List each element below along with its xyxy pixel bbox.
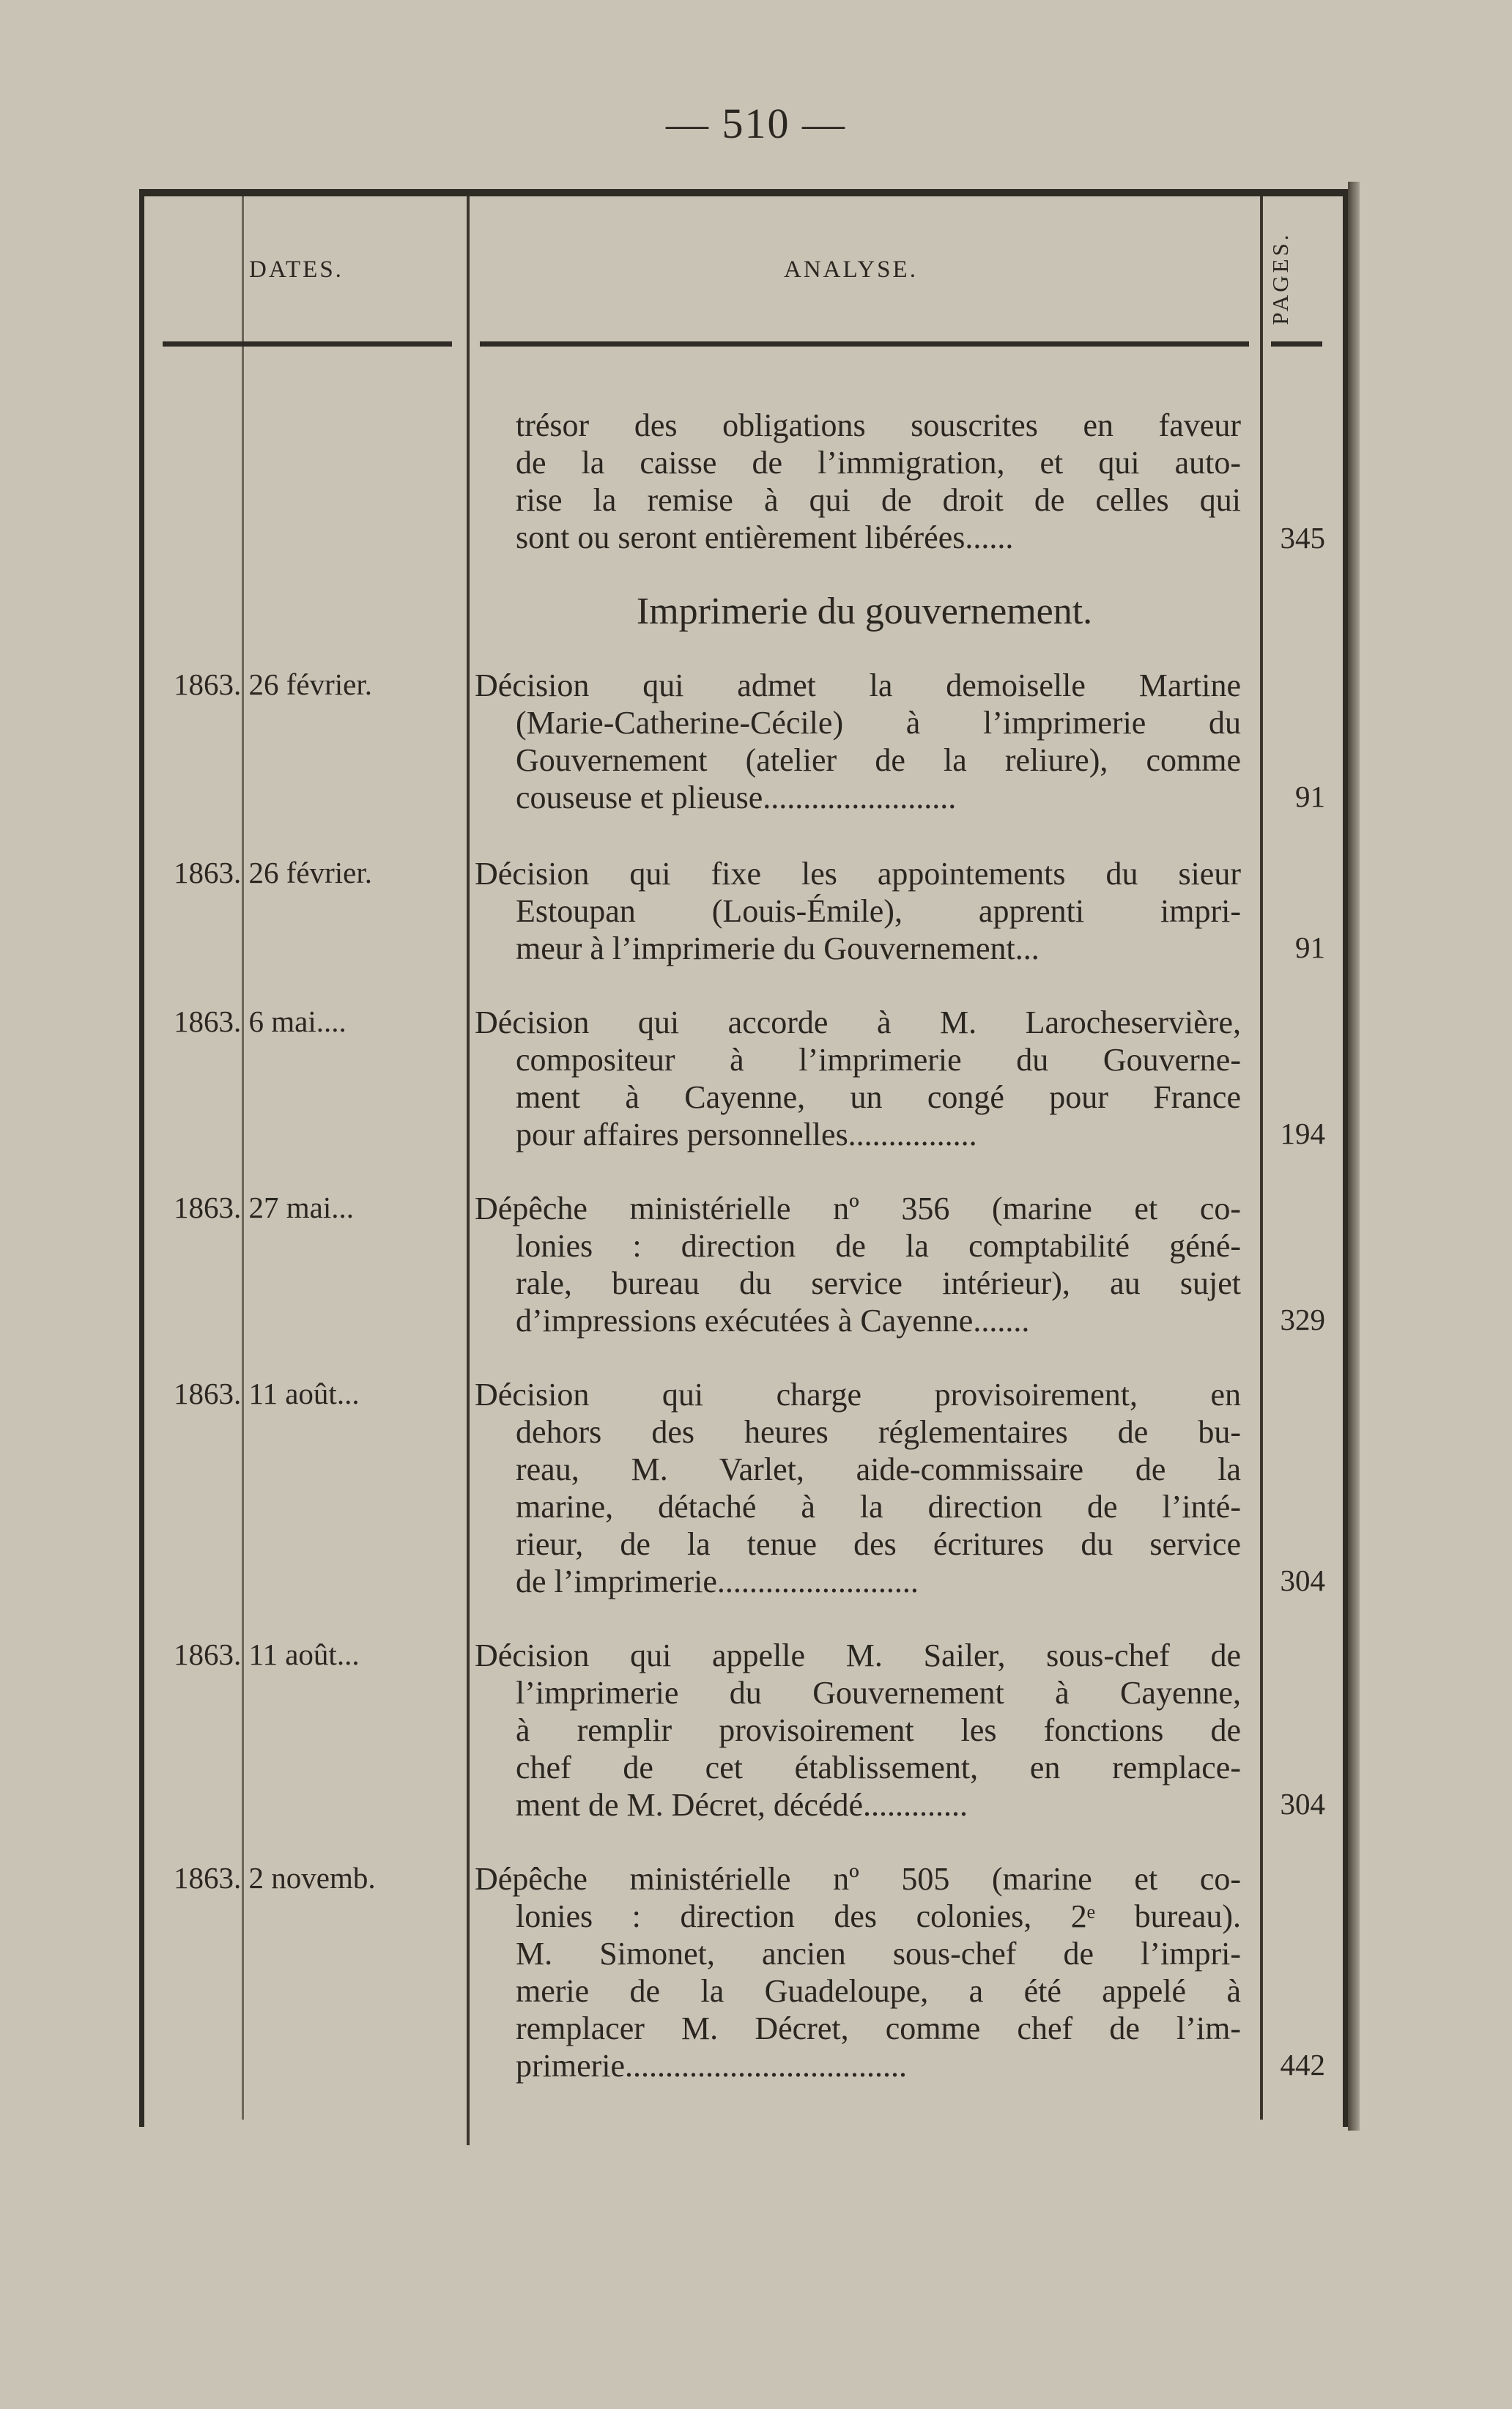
entry-date: 1863. 6 mai.... (174, 1004, 346, 1038)
text-line: lonies : direction de la comptabilité géné- (516, 1228, 1241, 1264)
page-reference: 329 (1280, 1303, 1325, 1336)
entry-date: 1863. 26 février. (174, 667, 372, 701)
text-line: d’impressions exécutées à Cayenne....... (516, 1303, 1030, 1339)
column-header-dates: DATES. (249, 256, 344, 283)
text-line: Décision qui admet la demoiselle Martine (475, 667, 1241, 703)
entry-date: 1863. 27 mai... (174, 1191, 354, 1224)
column-header-analyse: ANALYSE. (784, 256, 918, 283)
text-line: rieur, de la tenue des écritures du service (516, 1526, 1241, 1562)
text-line: de l’imprimerie......................... (516, 1564, 919, 1599)
text-line: reau, M. Varlet, aide-commissaire de la (516, 1451, 1241, 1487)
text-line: Dépêche ministérielle nº 356 (marine et co- (475, 1191, 1241, 1226)
header-rule (1271, 341, 1322, 347)
page-reference: 91 (1295, 930, 1325, 964)
text-line: lonies : direction des colonies, 2ᵉ bureau). (516, 1898, 1241, 1934)
text-line: Gouvernement (atelier de la reliure), comme (516, 742, 1241, 778)
page-reference: 345 (1280, 521, 1325, 555)
text-line: Décision qui accorde à M. Larocheservière, (475, 1004, 1241, 1040)
text-line: rise la remise à qui de droit de celles qui (516, 482, 1241, 518)
page-reference: 91 (1295, 780, 1325, 813)
text-line: ment de M. Décret, décédé............. (516, 1787, 968, 1823)
entry-date: 1863. 2 novemb. (174, 1861, 376, 1895)
column-header-pages: PAGES. (1267, 232, 1293, 325)
text-line: à remplir provisoirement les fonctions de (516, 1712, 1241, 1748)
text-line: dehors des heures réglementaires de bu- (516, 1414, 1241, 1450)
text-line: sont ou seront entièrement libérées...... (516, 519, 1014, 555)
entry-date: 1863. 26 février. (174, 856, 372, 889)
text-line: meur à l’imprimerie du Gouvernement... (516, 930, 1040, 966)
page-reference: 304 (1280, 1564, 1325, 1597)
section-heading: Imprimerie du gouvernement. (636, 591, 1093, 632)
entry-date: 1863. 11 août... (174, 1377, 360, 1410)
text-line: Décision qui charge provisoirement, en (475, 1377, 1241, 1413)
page-reference: 304 (1280, 1787, 1325, 1821)
text-line: chef de cet établissement, en remplace- (516, 1750, 1241, 1786)
header-rule (163, 341, 452, 347)
text-line: rale, bureau du service intérieur), au sujet (516, 1265, 1241, 1301)
text-line: marine, détaché à la direction de l’inté- (516, 1489, 1241, 1525)
page-reference: 442 (1280, 2048, 1325, 2081)
column-rule (242, 196, 244, 2120)
text-line: Décision qui appelle M. Sailer, sous-chef de (475, 1638, 1241, 1673)
text-line: Dépêche ministérielle nº 505 (marine et co- (475, 1861, 1241, 1897)
text-line: couseuse et plieuse........................ (516, 780, 957, 815)
page-number: — 510 — (666, 100, 846, 147)
text-line: primerie................................... (516, 2048, 908, 2084)
text-line: Estoupan (Louis-Émile), apprenti impri- (516, 893, 1241, 929)
text-line: merie de la Guadeloupe, a été appelé à (516, 1973, 1241, 2009)
text-line: compositeur à l’imprimerie du Gouverne- (516, 1042, 1241, 1078)
text-line: de la caisse de l’immigration, et qui auto- (516, 445, 1241, 481)
page-edge-shadow (1348, 182, 1360, 2131)
column-rule (467, 196, 470, 2145)
text-line: (Marie-Catherine-Cécile) à l’imprimerie du (516, 705, 1241, 741)
header-rule (480, 341, 1249, 347)
text-line: pour affaires personnelles................ (516, 1117, 977, 1152)
text-line: l’imprimerie du Gouvernement à Cayenne, (516, 1675, 1241, 1711)
text-line: Décision qui fixe les appointements du sieur (475, 856, 1241, 892)
page-reference: 194 (1280, 1117, 1325, 1150)
text-line: ment à Cayenne, un congé pour France (516, 1079, 1241, 1115)
column-rule (1260, 196, 1263, 2120)
text-line: remplacer M. Décret, comme chef de l’im- (516, 2010, 1241, 2046)
text-line: M. Simonet, ancien sous-chef de l’impri- (516, 1936, 1241, 1972)
entry-date: 1863. 11 août... (174, 1638, 360, 1671)
text-line: trésor des obligations souscrites en faveur (516, 407, 1241, 443)
